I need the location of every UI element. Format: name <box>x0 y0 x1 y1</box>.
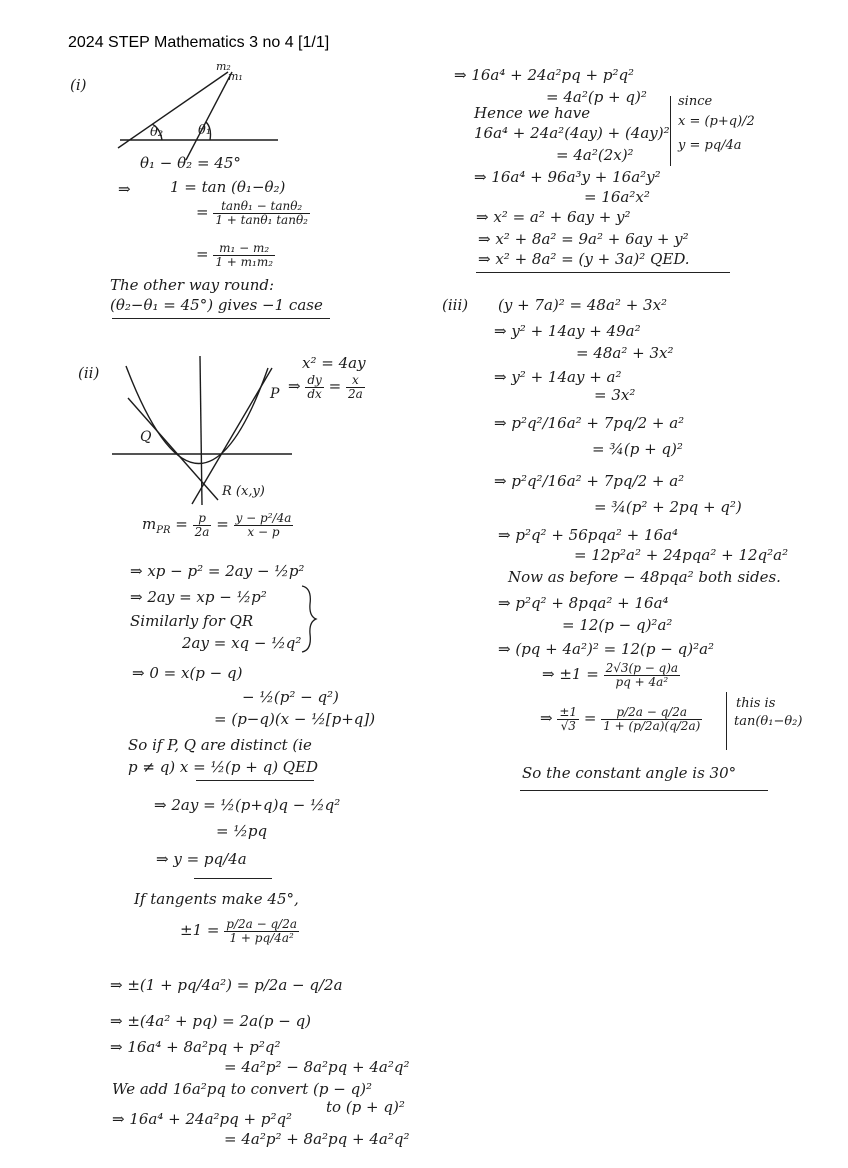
side-note-divider <box>670 96 671 166</box>
equation-line: ⇒ 2ay = ½(p+q)q − ½q² <box>154 796 341 814</box>
equation-line: ⇒ 2ay = xp − ½p² <box>130 588 267 606</box>
hence-note: Hence we have <box>474 104 591 122</box>
tan-theta-note: tan(θ₁−θ₂) <box>734 714 803 729</box>
plus-minus-fraction-line <box>180 918 299 944</box>
derivative-line <box>288 374 365 400</box>
equation-line: = (p−q)(x − ½[p+q]) <box>214 710 376 728</box>
theta1-label: θ₁ <box>198 123 212 138</box>
equation-line: = 12(p − q)²a² <box>562 616 673 634</box>
gradient-fraction <box>213 242 275 268</box>
equals-sign: = <box>175 515 188 534</box>
dy-text: dy <box>307 373 322 387</box>
theta-difference: θ₁ − θ₂ = 45° <box>140 154 241 172</box>
plus-minus-one: ±1 <box>559 705 578 719</box>
equation-line: ⇒ y² + 14ay + a² <box>494 368 622 386</box>
tan-fraction <box>213 200 310 226</box>
equation-line: = ½pq <box>216 822 268 840</box>
equation-line: 2ay = xq − ½q² <box>182 634 302 652</box>
gradient-pr-numerator: y − p²/4a <box>235 511 292 525</box>
since-y-note: y = pq/4a <box>678 138 742 153</box>
equation-line: = 3x² <box>594 386 636 404</box>
underline <box>520 790 768 791</box>
tangents-45-note: If tangents make 45°, <box>134 890 299 908</box>
tan-fraction-line <box>196 200 310 226</box>
minus-one-case-note: (θ₂−θ₁ = 45°) gives −1 case <box>110 296 323 314</box>
equation-line: (y + 7a)² = 48a² + 3x² <box>498 296 668 314</box>
equation-line: − ½(p² − q²) <box>242 688 339 706</box>
gradient-numerator: m₁ − m₂ <box>213 242 275 256</box>
slope-numerator: p/2a − q/2a <box>226 917 297 931</box>
equals-sign: = <box>196 203 209 222</box>
this-is-note: this is <box>736 696 776 711</box>
pr-subscript: PR <box>156 525 171 537</box>
gradient-denominator: 1 + m₁m₂ <box>215 254 274 269</box>
theta2-label: θ₂ <box>150 125 164 140</box>
y-result-line: ⇒ y = pq/4a <box>156 850 247 868</box>
part-i-label: (i) <box>70 76 87 94</box>
part-ii-label: (ii) <box>78 364 100 382</box>
gradient-pr-fraction <box>234 512 294 538</box>
equals-sign: = <box>206 921 220 940</box>
since-x-note: x = (p+q)/2 <box>678 114 755 129</box>
line-m1 <box>186 72 232 160</box>
q-point-label: Q <box>140 429 152 445</box>
equals-sign: = <box>196 245 209 264</box>
m1-label: m₁ <box>228 70 243 83</box>
root3-fraction <box>604 662 680 688</box>
root3-text: √3 <box>560 718 576 733</box>
p-point-label: P <box>270 386 280 402</box>
dx-text: dx <box>307 386 322 401</box>
equation-line: = 4a²(p + q)² <box>546 88 647 106</box>
since-note: since <box>678 94 713 109</box>
slope-fraction <box>224 918 299 944</box>
equation-line: ⇒ 16a⁴ + 24a²pq + p²q² <box>112 1110 293 1128</box>
tan-numerator: tanθ₁ − tanθ₂ <box>213 200 310 214</box>
tan-identity: 1 = tan (θ₁−θ₂) <box>170 178 286 196</box>
equation-line: ⇒ x² + 8a² = (y + 3a)² QED. <box>478 250 690 268</box>
equation-line: = 4a²(2x)² <box>556 146 634 164</box>
slope-denominator: 1 + pq/4a² <box>229 930 294 945</box>
tan-difference-denominator: 1 + (p/2a)(q/2a) <box>603 718 701 733</box>
equation-line: ⇒ p²q²/16a² + 7pq/2 + a² <box>494 472 685 490</box>
equals-sign: = <box>216 515 229 534</box>
plus-minus-line <box>542 662 680 688</box>
equals-sign: = <box>328 377 342 396</box>
section-divider <box>476 272 730 273</box>
implies-plus-minus: ⇒ ±1 <box>542 665 582 684</box>
page-title: 2024 STEP Mathematics 3 no 4 [1/1] <box>68 34 330 51</box>
equation-line: ⇒ p²q² + 8pqa² + 16a⁴ <box>498 594 669 612</box>
similarly-note: Similarly for QR <box>130 612 254 630</box>
convert-note-cont: to (p + q)² <box>326 1098 405 1116</box>
tan-difference-fraction <box>601 706 702 732</box>
root3-denominator: pq + 4a² <box>615 674 669 689</box>
plus-minus-one: ±1 <box>180 921 203 940</box>
line-m2 <box>118 72 228 148</box>
x-result-line: p ≠ q) x = ½(p + q) QED <box>128 758 319 776</box>
underline <box>196 780 314 781</box>
implies-arrow: ⇒ <box>288 377 301 396</box>
tangent-at-q <box>128 398 218 500</box>
equation-line: = 48a² + 3x² <box>576 344 674 362</box>
implies-arrow: ⇒ <box>118 180 131 198</box>
angle-arc-theta2 <box>152 124 162 140</box>
equation-line: ⇒ 16a⁴ + 96a³y + 16a²y² <box>474 168 661 186</box>
equation-line: ⇒ x² + 8a² = 9a² + 6ay + y² <box>478 230 689 248</box>
equation-line: 16a⁴ + 24a²(4ay) + (4ay)² <box>474 124 670 142</box>
equation-line: ⇒ ±(1 + pq/4a²) = p/2a − q/2a <box>110 976 343 994</box>
p-over-2a-fraction <box>193 512 212 538</box>
one-over-root3-fraction <box>557 706 579 732</box>
p-text: p <box>193 512 212 526</box>
equation-line: ⇒ p²q² + 56pqa² + 16a⁴ <box>498 526 679 544</box>
angle-arc-theta1 <box>206 122 211 140</box>
subtract-note: Now as before − 48pqa² both sides. <box>508 568 781 586</box>
underline <box>194 878 272 879</box>
y-axis-line <box>200 356 202 505</box>
equation-line: = 4a²p² + 8a²pq + 4a²q² <box>224 1130 410 1148</box>
parabola-curve <box>126 366 268 464</box>
root3-numerator: 2√3(p − q)a <box>605 661 679 675</box>
equation-line: = 16a²x² <box>584 188 650 206</box>
equation-line: ⇒ (pq + 4a²)² = 12(p − q)²a² <box>498 640 715 658</box>
equation-line: ⇒ 16a⁴ + 8a²pq + p²q² <box>110 1038 281 1056</box>
distinct-note: So if P, Q are distinct (ie <box>128 736 312 754</box>
equation-line: ⇒ x² = a² + 6ay + y² <box>476 208 631 226</box>
tan-difference-numerator: p/2a − q/2a <box>601 706 702 720</box>
equation-line: = ¾(p² + 2pq + q²) <box>594 498 742 516</box>
dy-dx-fraction <box>305 374 323 400</box>
m2-label: m₂ <box>216 60 231 73</box>
gradient-fraction-line <box>196 242 275 268</box>
equation-line: = 12p²a² + 24pqa² + 12q²a² <box>574 546 789 564</box>
gradient-pr-denominator: x − p <box>247 524 280 539</box>
equals-sign: = <box>583 709 597 728</box>
r-point-label: R (x,y) <box>222 484 265 499</box>
equals-sign: = <box>586 665 599 684</box>
equation-line: = 4a²p² − 8a²pq + 4a²q² <box>224 1058 410 1076</box>
m-symbol: m <box>142 515 157 534</box>
section-divider <box>112 318 330 319</box>
x-text: x <box>346 374 365 388</box>
tan-angle-line <box>540 706 702 732</box>
equation-line: ⇒ xp − p² = 2ay − ½p² <box>130 562 305 580</box>
conclusion-line: So the constant angle is 30° <box>522 764 737 782</box>
gradient-pr-line <box>142 512 293 538</box>
equation-line: = ¾(p + q)² <box>592 440 683 458</box>
other-way-note: The other way round: <box>110 276 275 294</box>
side-note-divider <box>726 692 727 750</box>
equation-line: ⇒ 0 = x(p − q) <box>132 664 243 682</box>
x-over-2a-fraction <box>346 374 365 400</box>
brace-icon <box>300 584 320 654</box>
equation-line: ⇒ p²q²/16a² + 7pq/2 + a² <box>494 414 685 432</box>
convert-note: We add 16a²pq to convert (p − q)² <box>112 1080 373 1098</box>
equation-line: ⇒ 16a⁴ + 24a²pq + p²q² <box>454 66 635 84</box>
curve-equation: x² = 4ay <box>302 354 366 372</box>
2a-text: 2a <box>194 524 210 539</box>
implies-arrow: ⇒ <box>540 709 553 728</box>
equation-line: ⇒ y² + 14ay + 49a² <box>494 322 641 340</box>
2a-text: 2a <box>347 386 363 401</box>
tangent-at-p <box>192 368 272 504</box>
part-iii-label: (iii) <box>442 296 469 314</box>
equation-line: ⇒ ±(4a² + pq) = 2a(p − q) <box>110 1012 312 1030</box>
tan-denominator: 1 + tanθ₁ tanθ₂ <box>215 212 308 227</box>
